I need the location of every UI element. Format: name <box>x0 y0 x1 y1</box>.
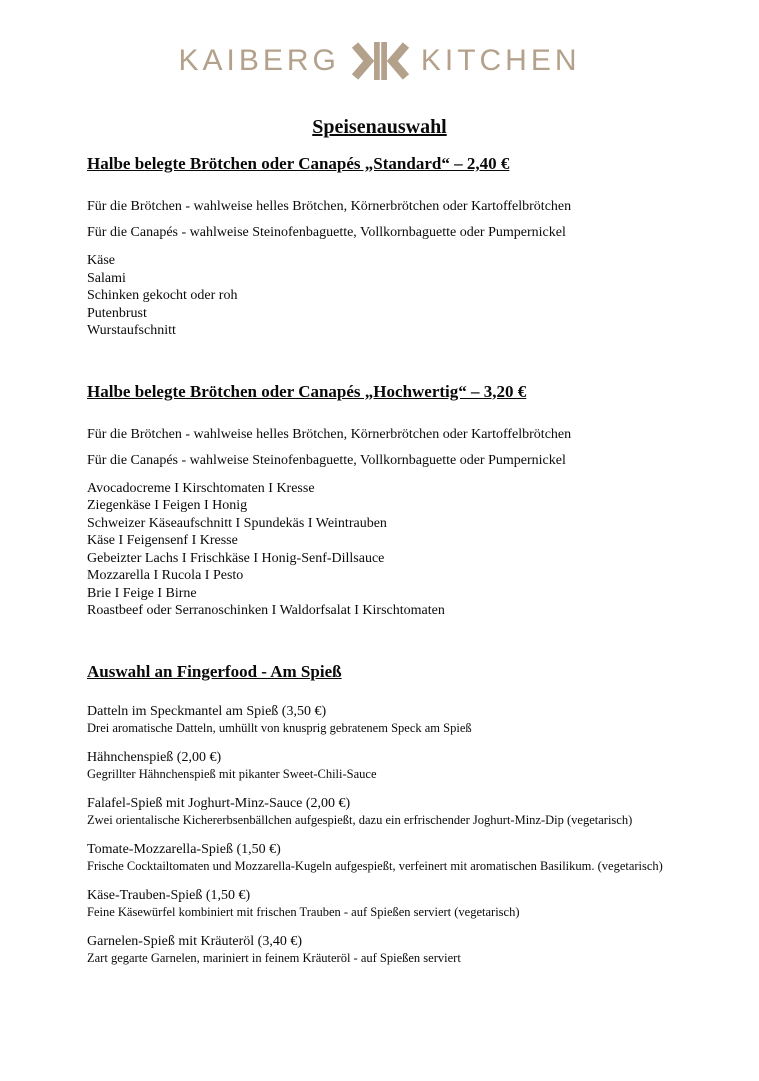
section-intro: Für die Brötchen - wahlweise helles Brötchen, Körnerbrötchen oder Kartoffelbrötchen <box>87 426 572 442</box>
dish-name: Datteln im Speckmantel am Spieß (3,50 €) <box>87 703 327 719</box>
dish <box>87 703 689 737</box>
list-item: Brie I Feige I Birne <box>87 585 197 601</box>
dish-name: Tomate-Mozzarella-Spieß (1,50 €) <box>87 841 281 857</box>
list-item: Salami <box>87 270 126 286</box>
dish-description: Zwei orientalische Kichererbsenbällchen aufgespießt, dazu ein erfrischender Joghurt-Minz-Dip (vegetarisch) <box>87 812 633 827</box>
list-item: Avocadocreme I Kirschtomaten I Kresse <box>87 480 315 496</box>
topping-list <box>87 252 689 340</box>
dish-description: Feine Käsewürfel kombiniert mit frischen Trauben - auf Spießen serviert (vegetarisch) <box>87 904 520 919</box>
dish-description: Gegrillter Hähnchenspieß mit pikanter Sweet-Chili-Sauce <box>87 766 377 781</box>
dish-name: Hähnchenspieß (2,00 €) <box>87 749 222 765</box>
list-item: Roastbeef oder Serranoschinken I Waldorfsalat I Kirschtomaten <box>87 603 445 618</box>
dish-name: Falafel-Spieß mit Joghurt-Minz-Sauce (2,00 €) <box>87 795 351 811</box>
dish <box>87 887 689 921</box>
section-broetchen-hochwertig <box>87 382 689 620</box>
list-item: Putenbrust <box>87 305 147 321</box>
list-item: Ziegenkäse I Feigen I Honig <box>87 498 248 513</box>
dish-name: Käse-Trauben-Spieß (1,50 €) <box>87 887 251 903</box>
dish-description: Frische Cocktailtomaten und Mozzarella-Kugeln aufgespießt, verfeinert mit aromatischen Basilikum. (vegetarisch) <box>87 858 663 873</box>
dish <box>87 795 689 829</box>
dish <box>87 841 689 875</box>
section-heading: Auswahl an Fingerfood - Am Spieß <box>87 661 342 681</box>
section-heading: Halbe belegte Brötchen oder Canapés „Standard“ – 2,40 € <box>87 154 510 173</box>
dish-name: Garnelen-Spieß mit Kräuteröl (3,40 €) <box>87 933 302 949</box>
dish <box>87 749 689 783</box>
list-item: Gebeizter Lachs I Frischkäse I Honig-Senf-Dillsauce <box>87 550 385 566</box>
section-fingerfood <box>87 662 689 967</box>
list-item: Käse <box>87 253 115 268</box>
list-item: Schinken gekocht oder roh <box>87 288 238 303</box>
list-item: Mozzarella I Rucola I Pesto <box>87 568 244 583</box>
dish-description: Drei aromatische Datteln, umhüllt von knusprig gebratenem Speck am Spieß <box>87 720 472 735</box>
topping-list <box>87 480 689 620</box>
logo <box>0 0 759 80</box>
list-item: Käse I Feigensenf I Kresse <box>87 533 238 548</box>
logo-text-kitchen: KITCHEN <box>420 44 581 77</box>
menu-content <box>0 154 759 967</box>
logo-text-kaiberg: KAIBERG <box>178 44 340 77</box>
section-intro: Für die Canapés - wahlweise Steinofenbaguette, Vollkornbaguette oder Pumpernickel <box>87 225 566 240</box>
section-heading: Halbe belegte Brötchen oder Canapés „Hochwertig“ – 3,20 € <box>87 381 527 401</box>
list-item: Wurstaufschnitt <box>87 323 176 338</box>
section-intro: Für die Brötchen - wahlweise helles Brötchen, Körnerbrötchen oder Kartoffelbrötchen <box>87 199 572 214</box>
dish-description: Zart gegarte Garnelen, mariniert in feinem Kräuteröl - auf Spießen serviert <box>87 950 461 965</box>
section-intro: Für die Canapés - wahlweise Steinofenbaguette, Vollkornbaguette oder Pumpernickel <box>87 452 566 468</box>
kaiberg-kitchen-monogram-icon <box>352 42 409 80</box>
page-title: Speisenauswahl <box>312 116 447 138</box>
dish <box>87 933 689 967</box>
section-broetchen-standard <box>87 154 689 340</box>
list-item: Schweizer Käseaufschnitt I Spundekäs I Weintrauben <box>87 515 387 531</box>
